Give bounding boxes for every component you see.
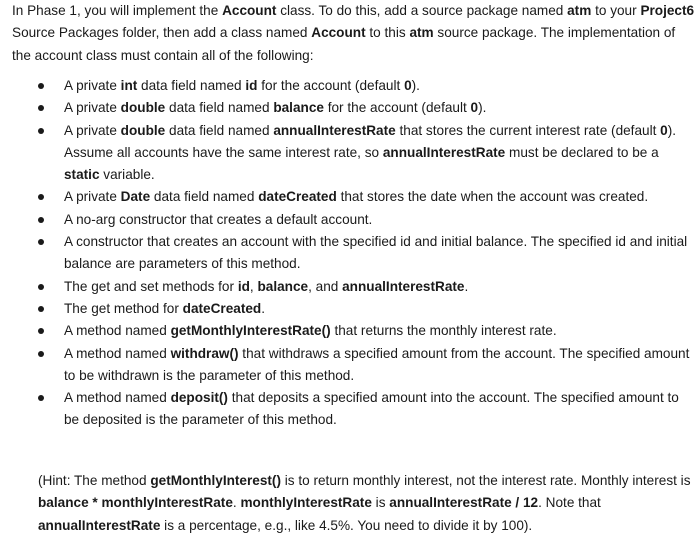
bullet-icon bbox=[38, 239, 44, 245]
requirements-list bbox=[0, 75, 700, 432]
list-item: A private int data field named id for the account (default 0). bbox=[0, 75, 700, 97]
intro-keyword: Account bbox=[222, 3, 277, 18]
list-item: A private Date data field named dateCreated that stores the date when the account was created. bbox=[0, 186, 700, 208]
intro-keyword: Project6 bbox=[640, 3, 695, 18]
intro-keyword: atm bbox=[409, 25, 434, 41]
bullet-icon bbox=[38, 328, 44, 334]
bullet-icon bbox=[38, 306, 44, 312]
bullet-icon bbox=[38, 105, 44, 111]
bullet-icon bbox=[38, 83, 44, 89]
intro-text: class. To do this, add a source package named bbox=[276, 3, 568, 18]
intro-keyword: Account bbox=[311, 25, 366, 41]
list-item: A method named getMonthlyInterestRate() that returns the monthly interest rate. bbox=[0, 320, 700, 342]
list-item: A constructor that creates an account with the specified id and initial balance. The specified id and initial balance are parameters of this method. bbox=[0, 231, 700, 276]
intro-text: to your bbox=[591, 3, 641, 18]
list-item: The get and set methods for id, balance, and annualInterestRate. bbox=[0, 276, 700, 298]
bullet-icon bbox=[38, 395, 44, 401]
intro-text: In Phase 1, you will implement the bbox=[12, 3, 223, 18]
list-item: A no-arg constructor that creates a default account. bbox=[0, 209, 700, 231]
bullet-icon bbox=[38, 351, 44, 357]
intro-text: to this bbox=[365, 25, 410, 41]
intro-text: source package. The implementation of the account class must contain all of the following: bbox=[12, 25, 676, 63]
list-item: A method named deposit() that deposits a specified amount into the account. The specified amount to be deposited is the parameter of this method. bbox=[0, 387, 700, 432]
bullet-icon bbox=[38, 217, 44, 223]
list-item: The get method for dateCreated. bbox=[0, 298, 700, 320]
bullet-icon bbox=[38, 194, 44, 200]
list-item: A private double data field named annualInterestRate that stores the current interest rate (default 0). Assume all accounts have the same interest rate, so annualInterestRate must be declared to be a static variable. bbox=[0, 120, 700, 187]
intro-paragraph bbox=[12, 0, 696, 67]
list-item: A private double data field named balance for the account (default 0). bbox=[0, 97, 700, 119]
intro-keyword: atm bbox=[567, 3, 592, 18]
hint-paragraph: (Hint: The method getMonthlyInterest() is to return monthly interest, not the interest rate. Monthly interest is balance * monthlyInterestRate. monthlyInterestRate is annualInterestRate / 12. Note that annualInterestRate is a percentage, e.g., like 4.5%. You need to divide it by 100). bbox=[38, 473, 691, 533]
intro-text: Source Packages folder, then add a class named bbox=[12, 25, 312, 41]
bullet-icon bbox=[38, 128, 44, 134]
list-item: A method named withdraw() that withdraws a specified amount from the account. The specified amount to be withdrawn is the parameter of this method. bbox=[0, 343, 700, 388]
bullet-icon bbox=[38, 284, 44, 290]
